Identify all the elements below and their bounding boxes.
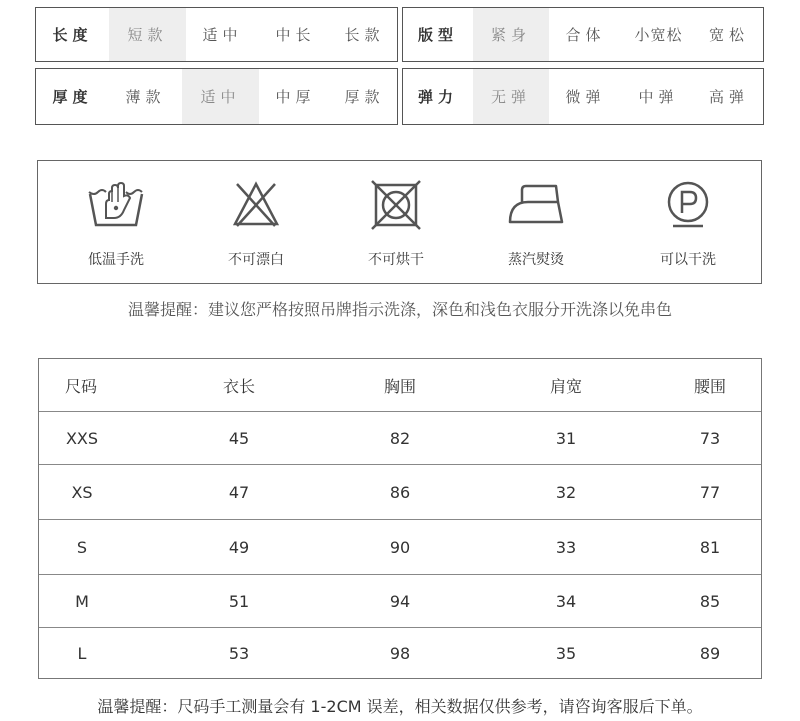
attr-option[interactable]: 紧身 (473, 8, 549, 61)
size-cell: M (75, 591, 89, 611)
dry-clean-p-icon (663, 180, 713, 230)
value-cell: 82 (389, 428, 411, 448)
value-cell: 85 (699, 591, 721, 611)
care-label: 可以干洗 (660, 252, 716, 268)
value-cell: 35 (555, 643, 577, 663)
attr-option[interactable]: 短款 (109, 8, 186, 61)
care-item-no-bleach (186, 161, 326, 285)
size-cell: L (77, 643, 87, 663)
table-row (39, 465, 761, 519)
table-row (39, 412, 761, 464)
header-cell: 尺码 (65, 376, 98, 396)
attr-fit (402, 7, 764, 62)
attr-thickness (35, 68, 398, 125)
attr-option[interactable]: 无弹 (473, 69, 549, 124)
care-note: 温馨提醒：建议您严格按照吊牌指示洗涤，深色和浅色衣服分开洗涤以免串色 (127, 300, 672, 319)
value-cell: 53 (228, 643, 250, 663)
attr-option[interactable]: 薄款 (125, 88, 166, 106)
table-row (39, 520, 761, 574)
header-cell: 腰围 (693, 376, 726, 396)
table-row (39, 575, 761, 627)
attr-option[interactable]: 宽松 (708, 26, 749, 44)
care-label: 不可漂白 (228, 252, 284, 268)
care-item-hand-wash (46, 161, 186, 285)
value-cell: 77 (699, 482, 721, 502)
attr-length (35, 7, 398, 62)
header-cell: 肩宽 (549, 376, 582, 396)
attr-option[interactable]: 小宽松 (634, 26, 683, 44)
attr-option[interactable]: 长款 (344, 26, 385, 44)
attr-option[interactable]: 中长 (275, 26, 316, 44)
value-cell: 51 (228, 591, 250, 611)
attr-option[interactable]: 厚款 (344, 88, 385, 106)
value-cell: 86 (389, 482, 411, 502)
care-label: 低温手洗 (88, 252, 144, 268)
attr-elasticity (402, 68, 764, 125)
care-label: 不可烘干 (368, 252, 424, 268)
value-cell: 31 (555, 428, 577, 448)
attr-label: 版型 (417, 26, 458, 44)
care-item-no-tumble-dry (326, 161, 466, 285)
value-cell: 33 (555, 537, 577, 557)
header-cell: 胸围 (383, 376, 416, 396)
no-tumble-dry-icon (371, 180, 421, 230)
header-cell: 衣长 (222, 376, 255, 396)
attr-label: 厚度 (52, 88, 93, 106)
care-instructions-panel (37, 160, 762, 284)
value-cell: 94 (389, 591, 411, 611)
hand-wash-low-temp-icon (86, 180, 146, 230)
care-item-iron (466, 161, 606, 285)
value-cell: 89 (699, 643, 721, 663)
attr-option[interactable]: 中厚 (275, 88, 316, 106)
iron-icon (506, 180, 566, 230)
value-cell: 34 (555, 591, 577, 611)
size-note: 温馨提醒：尺码手工测量会有 1-2CM 误差，相关数据仅供参考，请咨询客服后下单。 (97, 697, 703, 716)
attr-option[interactable]: 适中 (182, 69, 259, 124)
value-cell: 45 (228, 428, 250, 448)
size-cell: S (76, 537, 88, 557)
value-cell: 90 (389, 537, 411, 557)
care-label: 蒸汽熨烫 (508, 252, 564, 268)
size-cell: XXS (65, 428, 99, 448)
attr-option[interactable]: 合体 (565, 26, 606, 44)
care-item-dry-clean (618, 161, 758, 285)
no-bleach-icon (231, 180, 281, 230)
attr-label: 弹力 (417, 88, 458, 106)
value-cell: 49 (228, 537, 250, 557)
attr-option[interactable]: 中弹 (638, 88, 679, 106)
size-cell: XS (71, 482, 93, 502)
attr-option[interactable]: 适中 (202, 26, 243, 44)
attr-option[interactable]: 微弹 (565, 88, 606, 106)
value-cell: 73 (699, 428, 721, 448)
attr-label: 长度 (52, 26, 93, 44)
value-cell: 47 (228, 482, 250, 502)
value-cell: 98 (389, 643, 411, 663)
size-table (38, 358, 762, 679)
value-cell: 81 (699, 537, 721, 557)
table-row (39, 628, 761, 678)
value-cell: 32 (555, 482, 577, 502)
attr-option[interactable]: 高弹 (708, 88, 749, 106)
table-header-row (39, 359, 761, 411)
